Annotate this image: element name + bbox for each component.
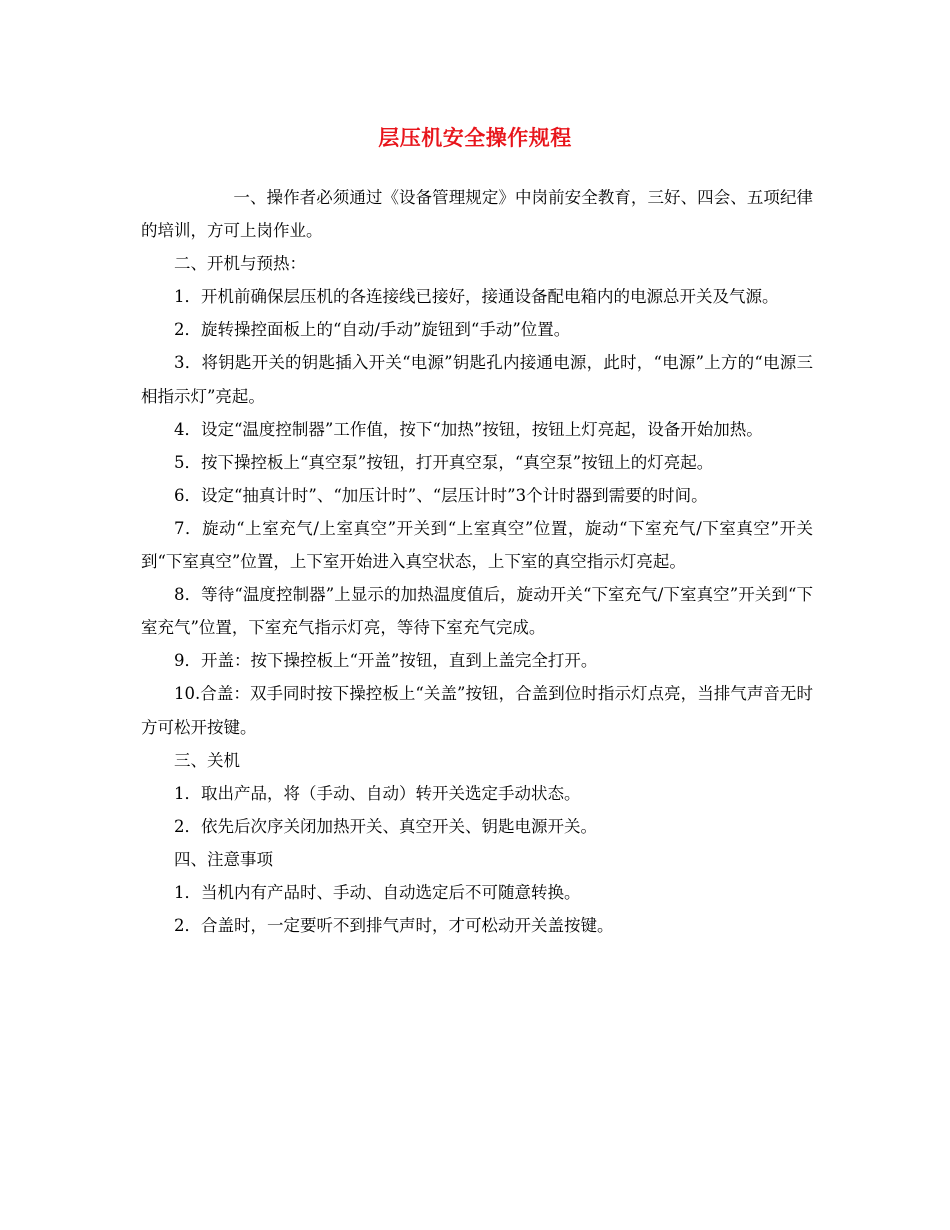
paragraph-startup-7: 7．旋动“上室充气/上室真空”开关到“上室真空”位置，旋动“下室充气/下室真空”开关到“下室真空”位置，上下室开始进入真空状态，上下室的真空指示灯亮起。 bbox=[141, 518, 813, 572]
paragraph-startup-4: 4．设定“温度控制器”工作值，按下“加热”按钮，按钮上灯亮起，设备开始加热。 bbox=[174, 419, 763, 439]
paragraph-startup-9: 9．开盖：按下操控板上“开盖”按钮，直到上盖完全打开。 bbox=[174, 651, 598, 671]
paragraph-startup-5: 5．按下操控板上“真空泵”按钮，打开真空泵，“真空泵”按钮上的灯亮起。 bbox=[174, 452, 714, 472]
document-body bbox=[141, 181, 813, 942]
paragraph-startup-10: 10.合盖：双手同时按下操控板上“关盖”按钮，合盖到位时指示灯点亮，当排气声音无时方可松开按键。 bbox=[141, 684, 813, 737]
paragraph-startup-2: 2．旋转操控面板上的“自动/手动”旋钮到“手动”位置。 bbox=[174, 320, 571, 340]
section-heading-shutdown: 三、关机 bbox=[174, 750, 240, 770]
paragraph-startup-1: 1．开机前确保层压机的各连接线已接好，接通设备配电箱内的电源总开关及气源。 bbox=[174, 287, 779, 307]
paragraph-startup-3: 3．将钥匙开关的钥匙插入开关“电源”钥匙孔内接通电源，此时，“电源”上方的“电源三相指示灯”亮起。 bbox=[141, 353, 813, 406]
paragraph-startup-6: 6．设定“抽真计时”、“加压计时”、“层压计时”3个计时器到需要的时间。 bbox=[174, 485, 708, 505]
paragraph-shutdown-2: 2．依先后次序关闭加热开关、真空开关、钥匙电源开关。 bbox=[174, 816, 597, 836]
paragraph-shutdown-1: 1．取出产品，将（手动、自动）转开关选定手动状态。 bbox=[174, 783, 581, 803]
section-heading-startup: 二、开机与预热： bbox=[174, 254, 306, 274]
section-heading-notes: 四、注意事项 bbox=[174, 849, 273, 869]
paragraph-section-1: 一、操作者必须通过《设备管理规定》中岗前安全教育，三好、四会、五项纪律的培训，方可上岗作业。 bbox=[141, 188, 813, 241]
paragraph-notes-2: 2．合盖时，一定要听不到排气声时，才可松动开关盖按键。 bbox=[174, 916, 614, 936]
paragraph-startup-8: 8．等待“温度控制器”上显示的加热温度值后，旋动开关“下室充气/下室真空”开关到“下室充气”位置，下室充气指示灯亮，等待下室充气完成。 bbox=[141, 585, 813, 638]
document-title: 层压机安全操作规程 bbox=[378, 125, 572, 150]
paragraph-notes-1: 1．当机内有产品时、手动、自动选定后不可随意转换。 bbox=[174, 882, 581, 902]
